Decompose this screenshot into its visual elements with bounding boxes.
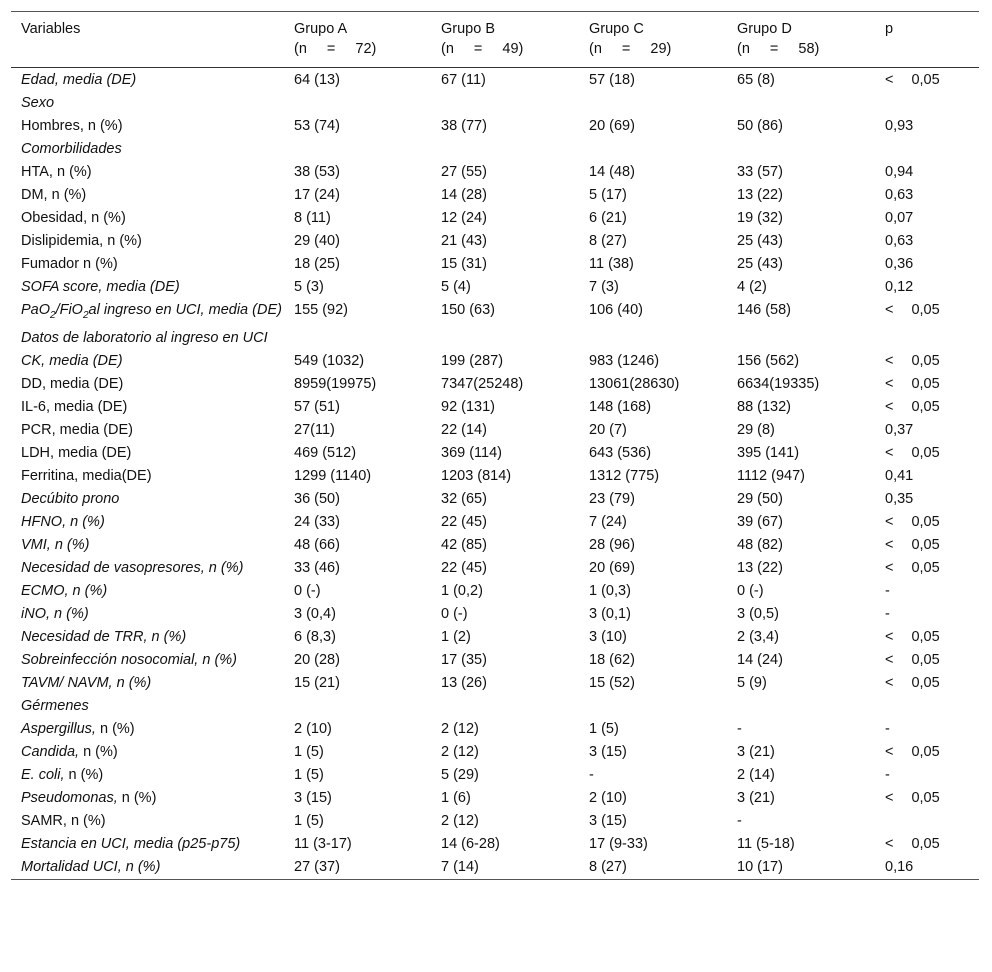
cell-group-d xyxy=(727,92,875,115)
cell-group-b xyxy=(431,695,579,718)
cell-group-d: 50 (86) xyxy=(737,118,783,134)
cell-group-d: 4 (2) xyxy=(737,279,767,295)
header-group-d xyxy=(727,12,875,68)
row-label: TAVM/ NAVM, n (%) xyxy=(21,674,152,691)
row-label: Sobreinfección nosocomial, n (%) xyxy=(21,651,237,668)
cell-group-d: 13 (22) xyxy=(737,559,783,576)
cell-group-c: 3 (0,1) xyxy=(589,605,631,622)
cell-group-b: 5 (29) xyxy=(441,766,479,783)
cell-group-b: 27 (55) xyxy=(441,164,487,180)
row-label: Necesidad de vasopresores, n (%) xyxy=(21,559,244,576)
table-row xyxy=(11,115,979,138)
cell-group-c: 57 (18) xyxy=(589,72,635,88)
cell-group-a: 24 (33) xyxy=(294,513,340,530)
table-row xyxy=(11,672,979,695)
table-row xyxy=(11,161,979,184)
table-row xyxy=(11,488,979,511)
cell-p-value: < 0,05 xyxy=(885,559,940,576)
table-row xyxy=(11,442,979,465)
cell-group-b: 13 (26) xyxy=(441,674,487,691)
cell-group-d: 10 (17) xyxy=(737,858,783,875)
cell-p-value: < 0,05 xyxy=(885,352,940,369)
cell-group-c: 15 (52) xyxy=(589,674,635,691)
cell-group-b: 2 (12) xyxy=(441,720,479,737)
cell-p-value: < 0,05 xyxy=(885,72,940,88)
group-d-n: (n = 58) xyxy=(737,41,820,57)
cell-group-d: 39 (67) xyxy=(737,513,783,530)
table-row xyxy=(11,184,979,207)
row-label: SOFA score, media (DE) xyxy=(21,279,180,295)
row-label: PaO$_2$/FiO$_2$al ingreso en UCI, media (DE) xyxy=(21,302,282,321)
row-label: Ferritina, media(DE) xyxy=(21,467,152,484)
cell-group-d: 2 (14) xyxy=(737,766,775,783)
row-label: Gérmenes xyxy=(21,697,89,714)
organism-name: Pseudomonas, xyxy=(21,789,118,806)
cell-group-a: 17 (24) xyxy=(294,187,340,203)
table-row xyxy=(11,787,979,810)
row-label: IL-6, media (DE) xyxy=(21,398,128,415)
row-label xyxy=(11,764,284,787)
cell-group-d: 29 (8) xyxy=(737,421,775,438)
row-label: Mortalidad UCI, n (%) xyxy=(21,858,161,875)
cell-group-b: 199 (287) xyxy=(441,352,504,369)
cell-group-a: 11 (3-17) xyxy=(294,835,352,852)
cell-p-value: < 0,05 xyxy=(885,302,940,318)
cell-group-b: 42 (85) xyxy=(441,536,487,553)
cell-group-c: 6 (21) xyxy=(589,210,627,226)
cell-group-c: 106 (40) xyxy=(589,302,644,318)
cell-group-a: 1 (5) xyxy=(294,743,324,760)
cell-group-a: 1 (5) xyxy=(294,766,324,783)
cell-group-b: 150 (63) xyxy=(441,302,496,318)
table-row xyxy=(11,299,979,327)
cell-group-c xyxy=(579,138,727,161)
cell-p-value: - xyxy=(885,720,890,737)
cell-group-d: 19 (32) xyxy=(737,210,783,226)
row-label: VMI, n (%) xyxy=(21,536,90,553)
cell-group-d: 156 (562) xyxy=(737,352,800,369)
cell-p-value: < 0,05 xyxy=(885,651,940,668)
table-row xyxy=(11,649,979,672)
cell-group-d: 65 (8) xyxy=(737,72,775,88)
cell-group-b: 15 (31) xyxy=(441,256,487,272)
cell-group-d: - xyxy=(737,812,742,829)
cell-group-c xyxy=(579,327,727,350)
cell-group-b: 67 (11) xyxy=(441,72,486,88)
cell-group-a: 27(11) xyxy=(294,421,335,438)
row-label: HFNO, n (%) xyxy=(21,513,105,530)
cell-p-value: 0,12 xyxy=(885,279,914,295)
cell-group-a: 549 (1032) xyxy=(294,352,365,369)
cell-group-c: 3 (15) xyxy=(589,812,627,829)
table-row xyxy=(11,276,979,299)
cell-p-value: < 0,05 xyxy=(885,628,940,645)
group-b-name: Grupo B xyxy=(441,21,495,37)
header-p: p xyxy=(885,21,894,37)
cell-group-c: 28 (96) xyxy=(589,536,635,553)
group-a-name: Grupo A xyxy=(294,21,348,37)
table-row xyxy=(11,695,979,718)
row-label: DM, n (%) xyxy=(21,187,87,203)
cell-p-value: < 0,05 xyxy=(885,789,940,806)
cell-group-a xyxy=(284,327,431,350)
cell-group-a xyxy=(284,92,431,115)
cell-p-value: 0,94 xyxy=(885,164,914,180)
table-row xyxy=(11,557,979,580)
header-group-b xyxy=(431,12,579,68)
cell-group-c: 20 (69) xyxy=(589,559,635,576)
cell-p-value xyxy=(875,92,979,115)
cell-group-c: 8 (27) xyxy=(589,233,627,249)
results-table xyxy=(11,11,979,880)
cell-group-c: 1 (0,3) xyxy=(589,582,631,599)
cell-group-d: 88 (132) xyxy=(737,398,792,415)
cell-group-a: 27 (37) xyxy=(294,858,340,875)
cell-p-value: 0,36 xyxy=(885,256,914,272)
table-row xyxy=(11,764,979,787)
header-group-c xyxy=(579,12,727,68)
cell-p-value: < 0,05 xyxy=(885,444,940,461)
table-row xyxy=(11,856,979,880)
table-row xyxy=(11,603,979,626)
cell-group-d: - xyxy=(737,720,742,737)
row-label: Necesidad de TRR, n (%) xyxy=(21,628,187,645)
cell-p-value: 0,35 xyxy=(885,490,914,507)
table-row xyxy=(11,465,979,488)
cell-group-b: 38 (77) xyxy=(441,118,487,134)
cell-p-value: 0,93 xyxy=(885,118,914,134)
table-row xyxy=(11,327,979,350)
cell-group-c: 17 (9-33) xyxy=(589,835,648,852)
cell-group-a: 2 (10) xyxy=(294,720,332,737)
cell-group-a xyxy=(284,695,431,718)
cell-group-c: 7 (3) xyxy=(589,279,619,295)
table-row xyxy=(11,92,979,115)
cell-group-a: 5 (3) xyxy=(294,279,324,295)
cell-group-d: 29 (50) xyxy=(737,490,783,507)
cell-group-c: 13061(28630) xyxy=(589,375,680,392)
label-suffix: n (%) xyxy=(117,789,157,806)
row-label: Sexo xyxy=(21,95,55,111)
cell-p-value: 0,37 xyxy=(885,421,914,438)
cell-group-c: 3 (15) xyxy=(589,743,627,760)
cell-group-d: 13 (22) xyxy=(737,187,783,203)
cell-group-c: 7 (24) xyxy=(589,513,627,530)
cell-group-d: 48 (82) xyxy=(737,536,783,553)
cell-group-c: 983 (1246) xyxy=(589,352,660,369)
cell-p-value: 0,16 xyxy=(885,858,914,875)
cell-group-d xyxy=(727,327,875,350)
cell-group-b: 2 (12) xyxy=(441,743,479,760)
cell-group-d: 0 (-) xyxy=(737,582,764,599)
cell-p-value: < 0,05 xyxy=(885,513,940,530)
cell-group-a: 53 (74) xyxy=(294,118,340,134)
table-row xyxy=(11,810,979,833)
table-row xyxy=(11,534,979,557)
cell-group-b xyxy=(431,92,579,115)
label-suffix: n (%) xyxy=(79,743,118,760)
row-label: Datos de laboratorio al ingreso en UCI xyxy=(21,329,268,346)
cell-group-c: 3 (10) xyxy=(589,628,627,645)
table-row xyxy=(11,833,979,856)
cell-group-a: 57 (51) xyxy=(294,398,340,415)
table-row xyxy=(11,396,979,419)
cell-group-b: 1203 (814) xyxy=(441,467,512,484)
cell-group-a: 1 (5) xyxy=(294,812,324,829)
cell-p-value: - xyxy=(885,605,890,622)
cell-group-c: 20 (69) xyxy=(589,118,635,134)
cell-group-a: 18 (25) xyxy=(294,256,340,272)
cell-p-value xyxy=(875,810,979,833)
cell-group-d: 14 (24) xyxy=(737,651,783,668)
cell-group-d: 3 (21) xyxy=(737,743,775,760)
cell-group-b: 2 (12) xyxy=(441,812,479,829)
cell-p-value: - xyxy=(885,582,890,599)
table-row xyxy=(11,350,979,373)
table-row xyxy=(11,741,979,764)
cell-group-b xyxy=(431,138,579,161)
row-label xyxy=(11,741,284,764)
cell-group-b: 1 (6) xyxy=(441,789,471,806)
table-row xyxy=(11,718,979,741)
row-label: Hombres, n (%) xyxy=(21,118,123,134)
table-body xyxy=(11,68,979,880)
cell-group-b: 14 (6-28) xyxy=(441,835,500,852)
cell-p-value: 0,63 xyxy=(885,233,914,249)
row-label: SAMR, n (%) xyxy=(21,812,106,829)
header-variables: Variables xyxy=(21,21,81,37)
header-row xyxy=(11,12,979,68)
table-row xyxy=(11,207,979,230)
row-label: ECMO, n (%) xyxy=(21,582,108,599)
cell-group-c xyxy=(579,695,727,718)
row-label: LDH, media (DE) xyxy=(21,444,132,461)
cell-group-a: 64 (13) xyxy=(294,72,340,88)
cell-group-a: 20 (28) xyxy=(294,651,340,668)
cell-p-value: < 0,05 xyxy=(885,835,940,852)
row-label: Comorbilidades xyxy=(21,141,122,157)
cell-group-b: 7347(25248) xyxy=(441,375,524,392)
cell-group-c: 1 (5) xyxy=(589,720,619,737)
header-group-a xyxy=(284,12,431,68)
cell-group-d xyxy=(727,138,875,161)
cell-p-value: 0,63 xyxy=(885,187,914,203)
cell-group-d: 25 (43) xyxy=(737,256,783,272)
group-b-n: (n = 49) xyxy=(441,41,524,57)
label-suffix: n (%) xyxy=(64,766,104,783)
cell-group-d: 6634(19335) xyxy=(737,375,820,392)
row-label: CK, media (DE) xyxy=(21,352,123,369)
cell-p-value xyxy=(875,695,979,718)
cell-group-b: 1 (0,2) xyxy=(441,582,483,599)
cell-group-d: 11 (5-18) xyxy=(737,835,795,852)
table-row xyxy=(11,230,979,253)
row-label: PCR, media (DE) xyxy=(21,421,133,438)
cell-group-c: 1312 (775) xyxy=(589,467,660,484)
cell-group-a: 8 (11) xyxy=(294,210,331,226)
cell-group-b: 0 (-) xyxy=(441,605,468,622)
group-c-name: Grupo C xyxy=(589,21,644,37)
cell-group-d: 33 (57) xyxy=(737,164,783,180)
cell-group-c: 148 (168) xyxy=(589,398,652,415)
cell-group-c: 2 (10) xyxy=(589,789,627,806)
cell-group-a xyxy=(284,138,431,161)
cell-p-value: < 0,05 xyxy=(885,743,940,760)
organism-name: Aspergillus, xyxy=(21,720,96,737)
row-label: iNO, n (%) xyxy=(21,605,89,622)
organism-name: E. coli, xyxy=(21,766,65,783)
table-row xyxy=(11,626,979,649)
cell-group-c: 23 (79) xyxy=(589,490,635,507)
cell-group-b: 92 (131) xyxy=(441,398,496,415)
cell-group-b: 12 (24) xyxy=(441,210,487,226)
cell-group-a: 3 (15) xyxy=(294,789,332,806)
cell-group-a: 469 (512) xyxy=(294,444,357,461)
cell-group-b: 5 (4) xyxy=(441,279,471,295)
cell-group-a: 48 (66) xyxy=(294,536,340,553)
row-label: Decúbito prono xyxy=(21,490,120,507)
row-label xyxy=(11,718,284,741)
group-a-n: (n = 72) xyxy=(294,41,377,57)
cell-group-d: 1112 (947) xyxy=(737,467,805,484)
cell-group-a: 155 (92) xyxy=(294,302,349,318)
cell-group-b: 22 (14) xyxy=(441,421,487,438)
cell-p-value: 0,41 xyxy=(885,467,914,484)
cell-group-a: 6 (8,3) xyxy=(294,628,336,645)
group-c-n: (n = 29) xyxy=(589,41,672,57)
cell-group-b: 17 (35) xyxy=(441,651,487,668)
table-row xyxy=(11,138,979,161)
cell-group-a: 33 (46) xyxy=(294,559,340,576)
cell-p-value: < 0,05 xyxy=(885,536,940,553)
cell-group-d: 3 (21) xyxy=(737,789,775,806)
cell-group-c: 643 (536) xyxy=(589,444,652,461)
cell-group-b: 1 (2) xyxy=(441,628,471,645)
cell-group-d: 25 (43) xyxy=(737,233,783,249)
cell-group-d: 2 (3,4) xyxy=(737,628,779,645)
cell-group-d: 146 (58) xyxy=(737,302,792,318)
cell-group-a: 36 (50) xyxy=(294,490,340,507)
cell-group-c xyxy=(579,92,727,115)
cell-group-c: 8 (27) xyxy=(589,858,627,875)
cell-group-b xyxy=(431,327,579,350)
row-label: DD, media (DE) xyxy=(21,375,124,392)
cell-group-b: 32 (65) xyxy=(441,490,487,507)
cell-p-value: - xyxy=(885,766,890,783)
cell-p-value xyxy=(875,327,979,350)
row-label: Fumador n (%) xyxy=(21,256,118,272)
row-label: Edad, media (DE) xyxy=(21,72,137,88)
cell-group-a: 38 (53) xyxy=(294,164,340,180)
cell-group-b: 369 (114) xyxy=(441,444,502,461)
row-label: HTA, n (%) xyxy=(21,164,92,180)
cell-group-a: 0 (-) xyxy=(294,582,321,599)
label-suffix: n (%) xyxy=(95,720,135,737)
table-row xyxy=(11,373,979,396)
cell-group-a: 3 (0,4) xyxy=(294,605,336,622)
table-row xyxy=(11,419,979,442)
row-label: Estancia en UCI, media (p25-p75) xyxy=(21,835,241,852)
organism-name: Candida, xyxy=(21,743,80,760)
cell-group-d: 5 (9) xyxy=(737,674,767,691)
row-label xyxy=(11,787,284,810)
cell-group-b: 21 (43) xyxy=(441,233,487,249)
cell-group-b: 14 (28) xyxy=(441,187,487,203)
cell-p-value: < 0,05 xyxy=(885,375,940,392)
table-row xyxy=(11,68,979,93)
table-row xyxy=(11,580,979,603)
cell-group-a: 29 (40) xyxy=(294,233,340,249)
cell-p-value: < 0,05 xyxy=(885,674,940,691)
cell-group-c: 5 (17) xyxy=(589,187,627,203)
cell-group-c: 14 (48) xyxy=(589,164,635,180)
row-label: Obesidad, n (%) xyxy=(21,210,126,226)
cell-group-c: - xyxy=(589,766,594,783)
cell-group-a: 15 (21) xyxy=(294,674,340,691)
cell-p-value xyxy=(875,138,979,161)
table-row xyxy=(11,511,979,534)
group-d-name: Grupo D xyxy=(737,21,792,37)
cell-group-d xyxy=(727,695,875,718)
cell-group-d: 395 (141) xyxy=(737,444,800,461)
cell-p-value: < 0,05 xyxy=(885,398,940,415)
cell-group-a: 1299 (1140) xyxy=(294,467,372,484)
cell-group-b: 22 (45) xyxy=(441,513,487,530)
cell-group-c: 18 (62) xyxy=(589,651,635,668)
cell-group-c: 11 (38) xyxy=(589,256,634,272)
cell-p-value: 0,07 xyxy=(885,210,914,226)
cell-group-b: 22 (45) xyxy=(441,559,487,576)
cell-group-d: 3 (0,5) xyxy=(737,605,779,622)
cell-group-b: 7 (14) xyxy=(441,858,479,875)
table-row xyxy=(11,253,979,276)
cell-group-a: 8959(19975) xyxy=(294,375,377,392)
row-label: Dislipidemia, n (%) xyxy=(21,233,142,249)
cell-group-c: 20 (7) xyxy=(589,421,627,438)
